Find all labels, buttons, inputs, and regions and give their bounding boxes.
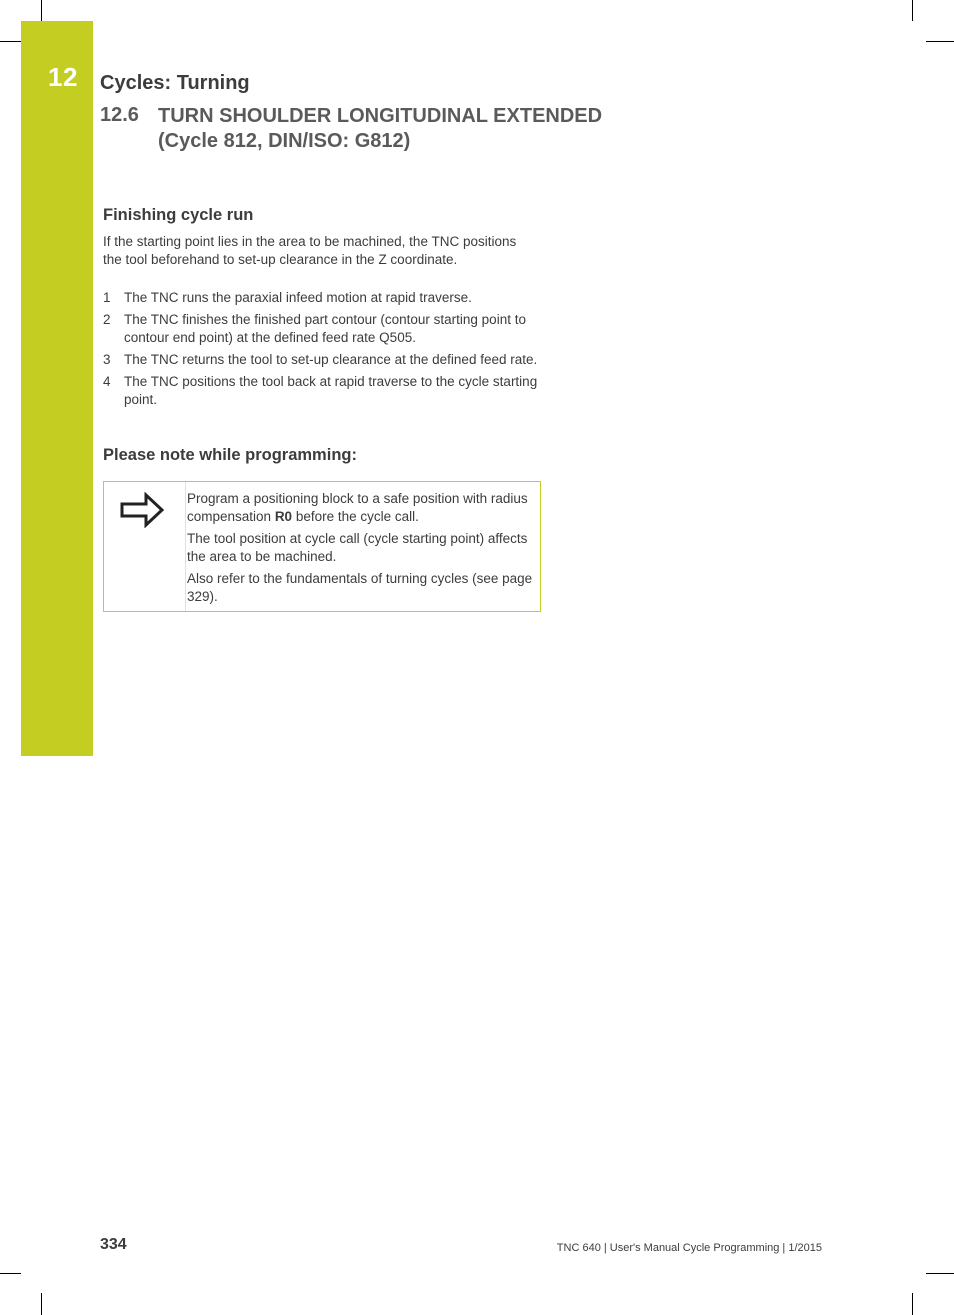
step-number: 4: [103, 374, 111, 389]
chapter-side-bar: [21, 21, 93, 756]
arrow-right-icon: [118, 492, 166, 528]
crop-mark: [0, 1273, 21, 1274]
finishing-intro: If the starting point lies in the area to be machined, the TNC positions the tool beforehand to set-up clearance in the Z coordinate.: [103, 234, 517, 267]
step-text: The TNC positions the tool back at rapid traverse to the cycle starting point.: [124, 374, 538, 407]
programming-note-box: [103, 481, 541, 612]
step-number: 1: [103, 290, 111, 305]
crop-mark: [41, 1293, 42, 1315]
list-item: [103, 311, 548, 347]
section-title: [158, 104, 678, 154]
chapter-title: Cycles: Turning: [100, 72, 250, 94]
list-item: [103, 289, 548, 307]
step-text: The TNC runs the paraxial infeed motion at rapid traverse.: [124, 290, 472, 305]
page-number: 334: [100, 1236, 127, 1253]
note-paragraph: The tool position at cycle call (cycle starting point) affects the area to be machined.: [187, 531, 528, 564]
note-divider: [185, 482, 186, 611]
note-text: [187, 490, 537, 610]
note1-text-after: before the cycle call.: [292, 509, 419, 524]
step-number: 3: [103, 352, 111, 367]
crop-mark: [926, 41, 954, 42]
chapter-number: 12: [48, 62, 78, 92]
crop-mark: [912, 1293, 913, 1315]
section-number: 12.6: [100, 104, 139, 126]
crop-mark: [0, 41, 21, 42]
footer-text: TNC 640 | User's Manual Cycle Programming | 1/2015: [556, 1242, 822, 1254]
step-text: The TNC finishes the finished part contour (contour starting point to contour end point) at the defined feed rate Q505.: [124, 312, 526, 345]
note-paragraph: Also refer to the fundamentals of turning cycles (see page 329).: [187, 571, 533, 604]
step-number: 2: [103, 312, 111, 327]
list-item: [103, 373, 548, 409]
crop-mark: [912, 0, 913, 21]
crop-mark: [926, 1273, 954, 1274]
finishing-heading: Finishing cycle run: [103, 206, 254, 224]
list-item: [103, 351, 548, 369]
note-paragraph: [187, 490, 537, 526]
note1-text: Program a positioning block to a safe position with radius compensation: [187, 491, 528, 524]
note1-bold: R0: [274, 509, 293, 524]
finishing-steps: [103, 289, 548, 413]
programming-heading: Please note while programming:: [103, 446, 357, 464]
step-text: The TNC returns the tool to set-up clearance at the defined feed rate.: [124, 352, 538, 367]
section-title-line2: (Cycle 812, DIN/ISO: G812): [158, 130, 411, 152]
section-title-line1: TURN SHOULDER LONGITUDINAL EXTENDED: [158, 105, 603, 127]
crop-mark: [41, 0, 42, 21]
